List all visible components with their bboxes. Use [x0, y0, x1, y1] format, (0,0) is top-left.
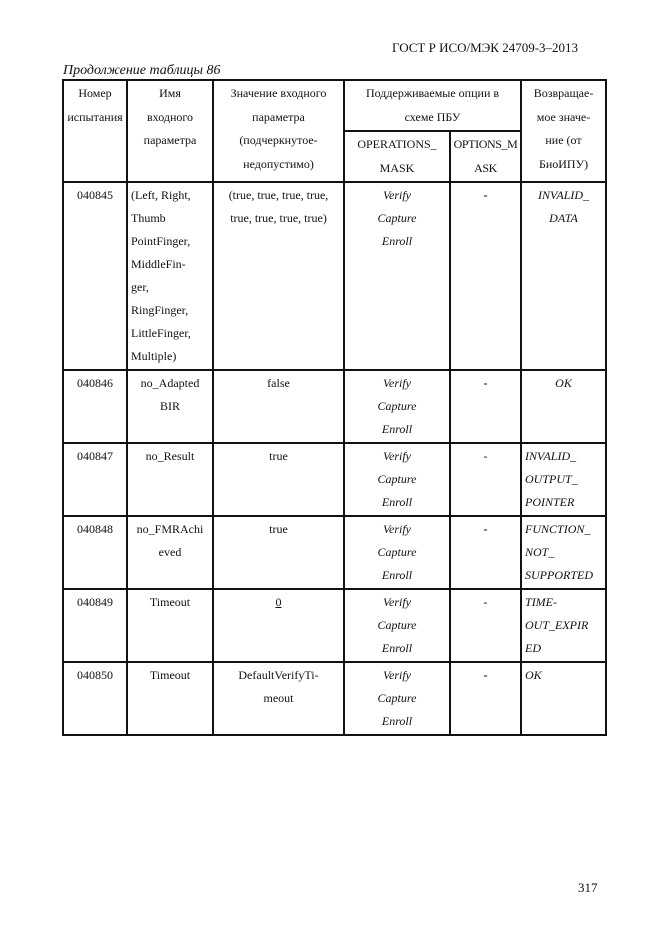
param-value: true	[213, 443, 344, 516]
param-name: Timeout	[127, 662, 213, 735]
param-value: true	[213, 516, 344, 589]
operations-mask-value: Verify Capture Enroll	[344, 662, 450, 735]
param-value: false	[213, 370, 344, 443]
standard-header: ГОСТ Р ИСО/МЭК 24709-3–2013	[392, 40, 579, 55]
test-number: 040850	[63, 662, 127, 735]
header-operations-mask: OPERATIONS_ MASK	[344, 131, 450, 182]
operations-mask-value: Verify Capture Enroll	[344, 589, 450, 662]
table-caption: Продолжение таблицы 86	[63, 63, 221, 78]
page-number: 317	[578, 880, 598, 895]
operations-mask-value: Verify Capture Enroll	[344, 516, 450, 589]
operations-mask-value: Verify Capture Enroll	[344, 370, 450, 443]
options-mask-value: -	[450, 182, 521, 370]
return-value: FUNCTION_ NOT_ SUPPORTED	[521, 516, 606, 589]
table-row	[63, 516, 606, 589]
test-number: 040848	[63, 516, 127, 589]
test-number: 040849	[63, 589, 127, 662]
param-name: no_FMRAchi eved	[127, 516, 213, 589]
operations-mask-value: Verify Capture Enroll	[344, 443, 450, 516]
options-mask-value: -	[450, 370, 521, 443]
return-value: OK	[521, 662, 606, 735]
options-mask-value: -	[450, 516, 521, 589]
test-table	[62, 79, 607, 736]
operations-mask-value: Verify Capture Enroll	[344, 182, 450, 370]
return-value: INVALID_ DATA	[521, 182, 606, 370]
header-options: Поддерживаемые опции в схеме ПБУ	[344, 80, 521, 131]
options-mask-value: -	[450, 443, 521, 516]
header-number: Номер испытания	[63, 80, 127, 182]
param-name: no_Result	[127, 443, 213, 516]
options-mask-value: -	[450, 662, 521, 735]
test-number: 040845	[63, 182, 127, 370]
param-name: (Left, Right, Thumb PointFinger, MiddleFin- ger, RingFinger, LittleFinger, Multiple)	[127, 182, 213, 370]
test-number: 040847	[63, 443, 127, 516]
options-mask-value: -	[450, 589, 521, 662]
param-value: 0	[213, 589, 344, 662]
header-row	[63, 80, 606, 131]
table-row	[63, 589, 606, 662]
test-number: 040846	[63, 370, 127, 443]
param-value: (true, true, true, true, true, true, true, true)	[213, 182, 344, 370]
return-value: TIME- OUT_EXPIR ED	[521, 589, 606, 662]
table-row	[63, 370, 606, 443]
header-value: Значение входного параметра (подчеркнутое- недопустимо)	[213, 80, 344, 182]
table-row	[63, 182, 606, 370]
header-options-mask: OPTIONS_M ASK	[450, 131, 521, 182]
table-row	[63, 443, 606, 516]
return-value: INVALID_ OUTPUT_ POINTER	[521, 443, 606, 516]
table-row	[63, 662, 606, 735]
param-name: Timeout	[127, 589, 213, 662]
param-name: no_Adapted BIR	[127, 370, 213, 443]
header-name: Имя входного параметра	[127, 80, 213, 182]
header-return: Возвращае- мое значе- ние (от БиоИПУ)	[521, 80, 606, 182]
param-value: DefaultVerifyTi- meout	[213, 662, 344, 735]
return-value: OK	[521, 370, 606, 443]
